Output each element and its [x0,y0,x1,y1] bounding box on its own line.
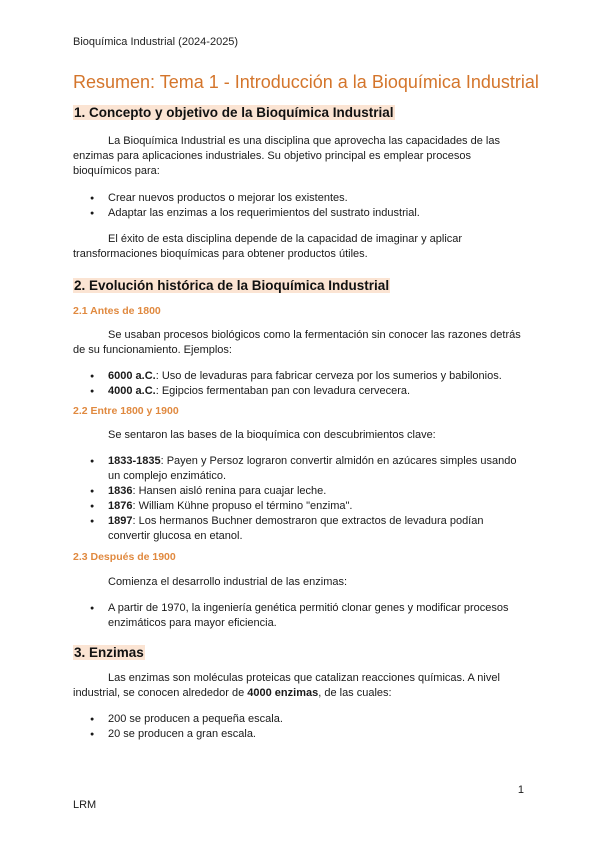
paragraph: La Bioquímica Industrial es una disciplina que aprovecha las capacidades de las enzimas para aplicaciones industriales. Su objetivo principal es emplear procesos bioquímicos para: [73,135,500,177]
bullet-list [73,712,528,742]
paragraph: Se usaban procesos biológicos como la fermentación sin conocer las razones detrás de su funcionamiento. Ejemplos: [73,329,521,356]
paragraph: El éxito de esta disciplina depende de la capacidad de imaginar y aplicar transformaciones bioquímicas para obtener productos útiles. [73,233,463,260]
footer-author: LRM [73,799,97,811]
bullet-list [73,601,528,631]
page-title: Resumen: Tema 1 - Introducción a la Bioquímica Industrial [73,72,539,92]
list-item: ● 20 se producen a gran escala. [108,727,528,742]
list-item: ● 4000 a.C.: Egipcios fermentaban pan con levadura cervecera. [108,384,528,399]
section-heading-3: 3. Enzimas [74,645,144,660]
section-heading-2: 2. Evolución histórica de la Bioquímica Industrial [74,278,390,293]
list-item: ● 200 se producen a pequeña escala. [108,712,528,727]
list-item: ● 1836: Hansen aisló renina para cuajar leche. [108,484,528,499]
list-item: ● 6000 a.C.: Uso de levaduras para fabricar cerveza por los sumerios y babilonios. [108,369,528,384]
list-item: ● 1833-1835: Payen y Persoz lograron convertir almidón en azúcares simples usando un complejo enzimático. [108,454,528,484]
running-header: Bioquímica Industrial (2024-2025) [73,36,239,48]
subsection-heading-2-2: 2.2 Entre 1800 y 1900 [73,405,179,417]
bullet-list [73,369,528,399]
section-heading-1: 1. Concepto y objetivo de la Bioquímica Industrial [74,105,394,120]
document-body [73,104,528,742]
list-item: ● 1876: William Kühne propuso el término "enzima". [108,499,528,514]
page-number: 1 [517,784,524,796]
bullet-list [73,191,528,221]
subsection-heading-2-1: 2.1 Antes de 1800 [73,305,161,317]
list-item: ● A partir de 1970, la ingeniería genética permitió clonar genes y modificar procesos enzimáticos para mayor eficiencia. [108,601,528,631]
list-item: ● Adaptar las enzimas a los requerimientos del sustrato industrial. [108,206,528,221]
list-item: ● 1897: Los hermanos Buchner demostraron que extractos de levadura podían convertir glucosa en etanol. [108,514,528,544]
subsection-heading-2-3: 2.3 Después de 1900 [73,551,176,563]
paragraph: Se sentaron las bases de la bioquímica con descubrimientos clave: [108,429,436,441]
bullet-list [73,454,528,544]
paragraph: Las enzimas son moléculas proteicas que catalizan reacciones químicas. A nivel industrial, se conocen alrededor de 4000 enzimas, de las cuales: [73,672,500,699]
list-item: ● Crear nuevos productos o mejorar los existentes. [108,191,528,206]
paragraph: Comienza el desarrollo industrial de las enzimas: [108,576,348,588]
